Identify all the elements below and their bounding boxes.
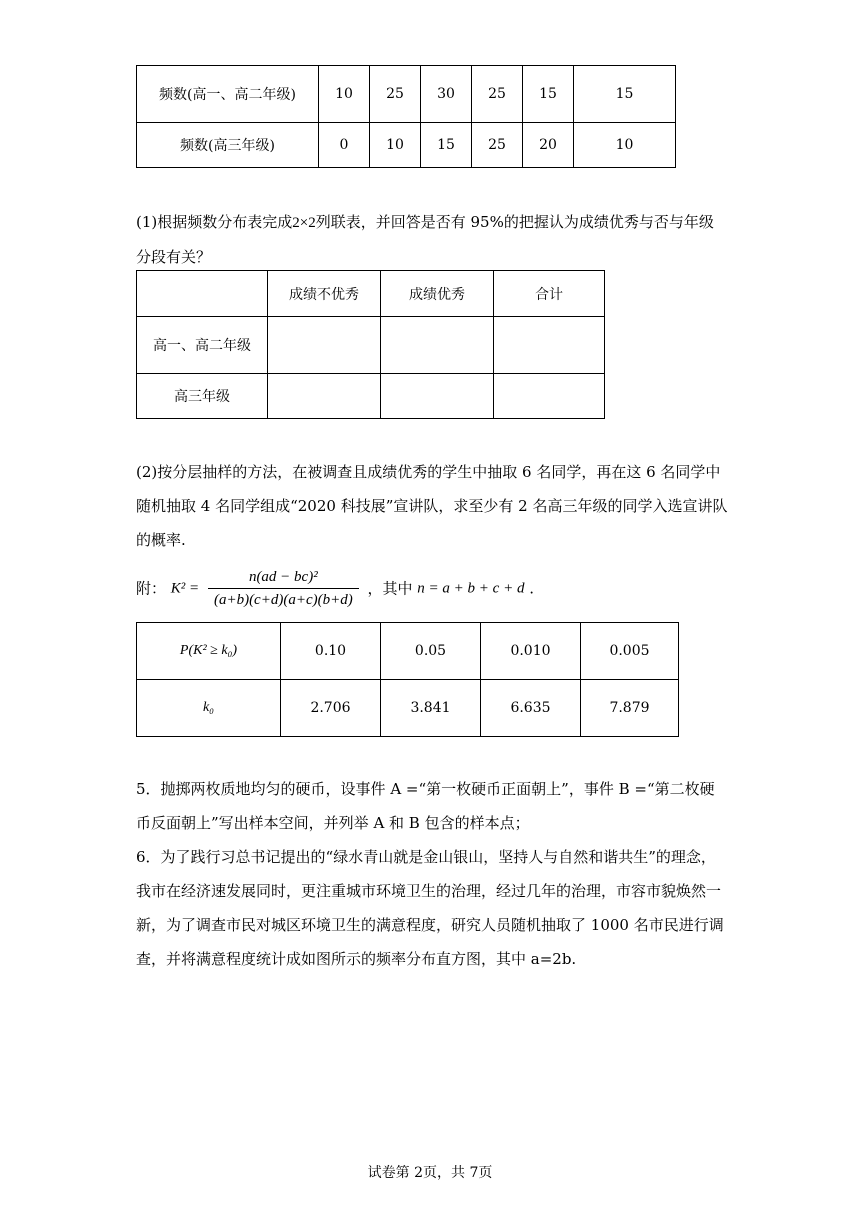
contingency-cell xyxy=(268,317,381,374)
formula-fraction xyxy=(208,566,359,611)
k-table-cell: 7.879 xyxy=(581,680,679,737)
q1-text-a: (1)根据频数分布表完成 xyxy=(136,213,293,231)
contingency-cell xyxy=(494,374,605,419)
k-table-cell: 0.10 xyxy=(281,623,381,680)
k-table-cell: 3.841 xyxy=(381,680,481,737)
contingency-row-label: 高三年级 xyxy=(137,374,268,419)
freq-cell: 30 xyxy=(421,66,472,123)
critical-value-table xyxy=(136,622,679,737)
k-table-label: k₀ xyxy=(137,680,281,737)
contingency-cell xyxy=(381,317,494,374)
frequency-table xyxy=(136,65,676,168)
formula-suffix-text: ，其中 xyxy=(367,579,413,598)
question-6: 6．为了践行习总书记提出的“绿水青山就是金山银山，坚持人与自然和谐共生”的理念，我市在经济速发展同时，更注重城市环境卫生的治理，经过几年的治理，市容市貌焕然一新，为了调查市民对城区环境卫生的满意程度，研究人员随机抽取了 1000 名市民进行调查，并将满意程度统计成如图所示的频率分布直方图，其中 a=2b. xyxy=(136,848,724,968)
contingency-header: 成绩不优秀 xyxy=(268,271,381,317)
k-table-cell: 0.005 xyxy=(581,623,679,680)
contingency-cell xyxy=(268,374,381,419)
freq-row-label: 频数(高三年级) xyxy=(137,123,319,168)
freq-cell: 20 xyxy=(523,123,574,168)
freq-cell: 15 xyxy=(574,66,676,123)
contingency-header: 合计 xyxy=(494,271,605,317)
formula-denominator: (a+b)(c+d)(a+c)(b+d) xyxy=(213,592,353,608)
q1-text-b: 列联表，并回答是否有 95%的把握认为成绩优秀与否与年级分段有关？ xyxy=(136,213,714,266)
freq-cell: 25 xyxy=(472,123,523,168)
q1-math: 2×2 xyxy=(292,215,316,231)
freq-cell: 15 xyxy=(421,123,472,168)
contingency-cell xyxy=(494,317,605,374)
formula-end: . xyxy=(529,579,535,598)
freq-row-label: 频数(高一、高二年级) xyxy=(137,66,319,123)
contingency-header: 成绩优秀 xyxy=(381,271,494,317)
formula-suffix-math: n = a + b + c + d xyxy=(417,580,525,597)
contingency-table xyxy=(136,270,605,419)
freq-cell: 10 xyxy=(319,66,370,123)
appendix-formula xyxy=(136,566,534,611)
formula-lhs: K² = xyxy=(170,580,200,597)
contingency-cell xyxy=(381,374,494,419)
question-1 xyxy=(136,205,728,274)
freq-cell: 10 xyxy=(370,123,421,168)
freq-cell: 15 xyxy=(523,66,574,123)
question-5: 5．抛掷两枚质地均匀的硬币，设事件 A =“第一枚硬币正面朝上”，事件 B =“第二枚硬币反面朝上”写出样本空间，并列举 A 和 B 包含的样本点； xyxy=(136,780,715,832)
appendix-prefix: 附： xyxy=(136,579,167,598)
k-table-cell: 0.05 xyxy=(381,623,481,680)
freq-cell: 10 xyxy=(574,123,676,168)
freq-cell: 0 xyxy=(319,123,370,168)
contingency-row-label: 高一、高二年级 xyxy=(137,317,268,374)
k-table-cell: 2.706 xyxy=(281,680,381,737)
contingency-header xyxy=(137,271,268,317)
formula-numerator: n(ad − bc)² xyxy=(208,566,359,589)
k-table-label: P(K² ≥ k₀) xyxy=(137,623,281,680)
freq-cell: 25 xyxy=(370,66,421,123)
k-table-cell: 6.635 xyxy=(481,680,581,737)
k-table-cell: 0.010 xyxy=(481,623,581,680)
question-2: (2)按分层抽样的方法，在被调查且成绩优秀的学生中抽取 6 名同学，再在这 6 名同学中随机抽取 4 名同学组成“2020 科技展”宣讲队，求至少有 2 名高三年级的同学入选宣讲队的概率. xyxy=(136,463,728,549)
freq-cell: 25 xyxy=(472,66,523,123)
page-footer: 试卷第 2页，共 7页 xyxy=(367,1165,493,1181)
